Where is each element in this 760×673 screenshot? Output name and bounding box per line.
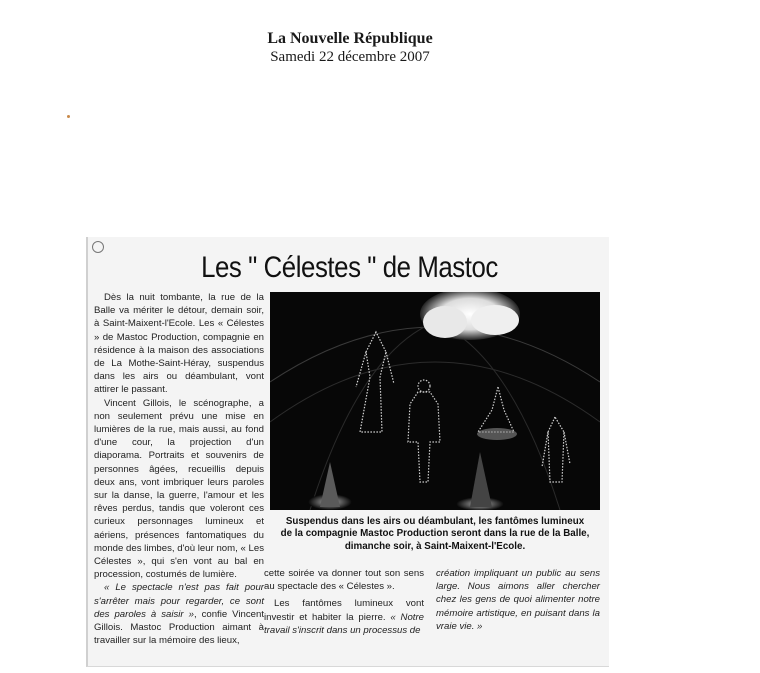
paragraph [264, 597, 424, 637]
article-column-2 [264, 567, 424, 637]
photo-caption [270, 516, 600, 553]
caption-line: de la compagnie Mastoc Production seront dans la rue de la Balle, [280, 528, 590, 540]
photo-illustration [270, 292, 600, 510]
newspaper-name: La Nouvelle République [267, 30, 433, 47]
paragraph: Vincent Gillois, le scénographe, a non seulement prévu une mise en lumières de la rue, mais aussi, au fond d'une cour, la projection d'un diaporama. Portraits et souvenirs de personnes âgées, recueillis depuis deux ans, vont imbriquer leurs paroles sur la danse, la guerre, l'amour et les rêves perdus, tandis que voleront ces curieux personnages lumineux et aériens, présences fantomatiques du monde des limbes, d'où leur nom, « Les Célestes », qui s'en vont au bal en procession, costumés de lumière. [94, 397, 264, 581]
caption-line: dimanche soir, à Saint-Maixent-l'Ecole. [344, 540, 526, 552]
quote: « Le spectacle n'est pas fait pour s'arrêter mais pour regarder, ce sont des paroles à saisir » [94, 582, 264, 620]
circle-mark-icon [92, 241, 104, 253]
quote-attribution: , confie Vincent Gillois. Mastoc Production aimant à travailler sur la mémoire des lieux, [94, 608, 264, 647]
paragraph: cette soirée va donner tout son sens au spectacle des « Célestes ». [264, 568, 424, 593]
newspaper-clipping [86, 237, 609, 667]
paper-speck [67, 115, 70, 118]
caption-line: Suspendus dans les airs ou déambulant, les fantômes lumineux [285, 516, 585, 527]
article-column-3 [436, 567, 600, 633]
paragraph-text: Les fantômes lumineux vont investir et habiter la pierre. [264, 598, 424, 623]
quote: « Notre travail s'inscrit dans un processus de [264, 611, 425, 636]
paragraph: création impliquant un public au sens large. Nous aimons aller chercher chez les gens de quoi alimenter notre mémoire artistique, en puisant dans la vraie vie. » [436, 568, 600, 632]
publication-date: Samedi 22 décembre 2007 [270, 49, 430, 65]
masthead [0, 30, 700, 66]
article-column-1 [94, 291, 264, 647]
paragraph [94, 581, 264, 647]
paragraph: Dès la nuit tombante, la rue de la Balle va mériter le détour, demain soir, à Saint-Maixent-l'Ecole. Les « Célestes » de Mastoc Production, compagnie en résidence à la maison des associations de La Mothe-Saint-Héray, suspendus dans les airs ou déambulant, vont attirer le passant. [94, 292, 264, 396]
article-headline: Les " Célestes " de Mastoc [201, 251, 498, 284]
article-photo [270, 292, 600, 510]
